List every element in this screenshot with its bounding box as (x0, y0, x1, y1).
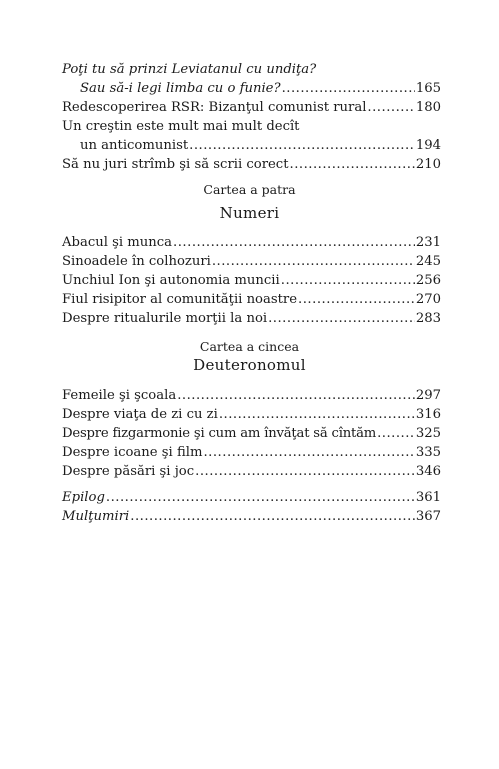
toc-entry-title: Sau să-i legi limba cu o funie? (80, 81, 281, 96)
toc-page-number: 245 (415, 254, 441, 269)
toc-block-end (62, 488, 441, 526)
toc-entry (62, 405, 441, 424)
toc-entry-title: Despre viaţa de zi cu zi (62, 407, 218, 422)
toc-page-number: 165 (415, 81, 441, 96)
toc-page-number: 210 (415, 157, 441, 172)
toc-block-part4 (62, 233, 441, 328)
toc-entry-title: Despre icoane şi film (62, 445, 203, 460)
toc-entry-title: Mulţumiri (62, 509, 130, 524)
toc-entry (62, 233, 441, 252)
toc-entry-leviatan-line1: Poţi tu să prinzi Leviatanul cu undiţa? (62, 62, 317, 77)
toc-entry-leviatan (62, 79, 441, 98)
part5-title: Deuteronomul (193, 356, 306, 374)
toc-page-number: 194 (415, 138, 441, 153)
dot-leader (281, 271, 415, 290)
toc-entry (62, 386, 441, 405)
part5-label: Cartea a cincea (199, 339, 300, 354)
toc-entry-crestin (62, 136, 441, 155)
toc-entry-title: Despre ritualurile morţii la noi (62, 311, 268, 326)
toc-page-number: 367 (415, 509, 441, 524)
toc-page-number: 256 (415, 273, 441, 288)
part4-label: Cartea a patra (203, 182, 296, 197)
toc-entry-title: Femeile şi şcoala (62, 388, 177, 403)
toc-entry-title: Despre fizgarmonie şi cum am învăţat să cîntăm (62, 426, 377, 441)
toc-entry-title: Fiul risipitor al comunităţii noastre (62, 292, 298, 307)
part4-title: Numeri (219, 204, 280, 222)
toc-page-number: 325 (415, 426, 441, 441)
dot-leader (195, 462, 415, 481)
toc-entry-title: Sinoadele în colhozuri (62, 254, 211, 269)
dot-leader (290, 155, 415, 174)
dot-leader (212, 252, 415, 271)
dot-leader (106, 488, 415, 507)
toc-block-part5 (62, 386, 441, 481)
toc-page-number: 335 (415, 445, 441, 460)
toc-page-number: 180 (415, 100, 441, 115)
dot-leader (268, 309, 415, 328)
dot-leader (298, 290, 415, 309)
toc-entry-sa-nu-juri (62, 155, 441, 174)
toc-entry-title: Despre păsări şi joc (62, 464, 195, 479)
toc-entry-epilog (62, 488, 441, 507)
toc-entry (62, 271, 441, 290)
toc-entry (62, 424, 441, 443)
dot-leader (377, 424, 415, 443)
dot-leader (367, 98, 414, 117)
toc-page-number: 283 (415, 311, 441, 326)
dot-leader (130, 507, 415, 526)
dot-leader (177, 386, 415, 405)
toc-entry (62, 443, 441, 462)
dot-leader (203, 443, 414, 462)
toc-block-top (62, 60, 441, 174)
toc-entry-title: Să nu juri strîmb şi să scrii corect (62, 157, 289, 172)
toc-entry (62, 252, 441, 271)
toc-entry-redescoperirea (62, 98, 441, 117)
toc-entry-multumiri (62, 507, 441, 526)
toc-page-number: 231 (415, 235, 441, 250)
toc-entry (62, 462, 441, 481)
dot-leader (219, 405, 415, 424)
toc-page-number: 361 (415, 490, 441, 505)
toc-page-number: 270 (415, 292, 441, 307)
toc-entry (62, 290, 441, 309)
toc-entry-crestin-line1: Un creştin este mult mai mult decît (62, 119, 300, 134)
toc-entry-title: Redescoperirea RSR: Bizanţul comunist rural (62, 100, 367, 115)
toc-page-number: 346 (415, 464, 441, 479)
toc-page-number: 316 (415, 407, 441, 422)
toc-page-number: 297 (415, 388, 441, 403)
dot-leader (282, 79, 415, 98)
toc-entry-title: Unchiul Ion şi autonomia muncii (62, 273, 280, 288)
toc-entry-title: Abacul şi munca (62, 235, 173, 250)
toc-entry-title: Epilog (62, 490, 105, 505)
dot-leader (173, 233, 415, 252)
toc-entry (62, 309, 441, 328)
toc-entry-title: un anticomunist (80, 138, 189, 153)
dot-leader (189, 136, 415, 155)
